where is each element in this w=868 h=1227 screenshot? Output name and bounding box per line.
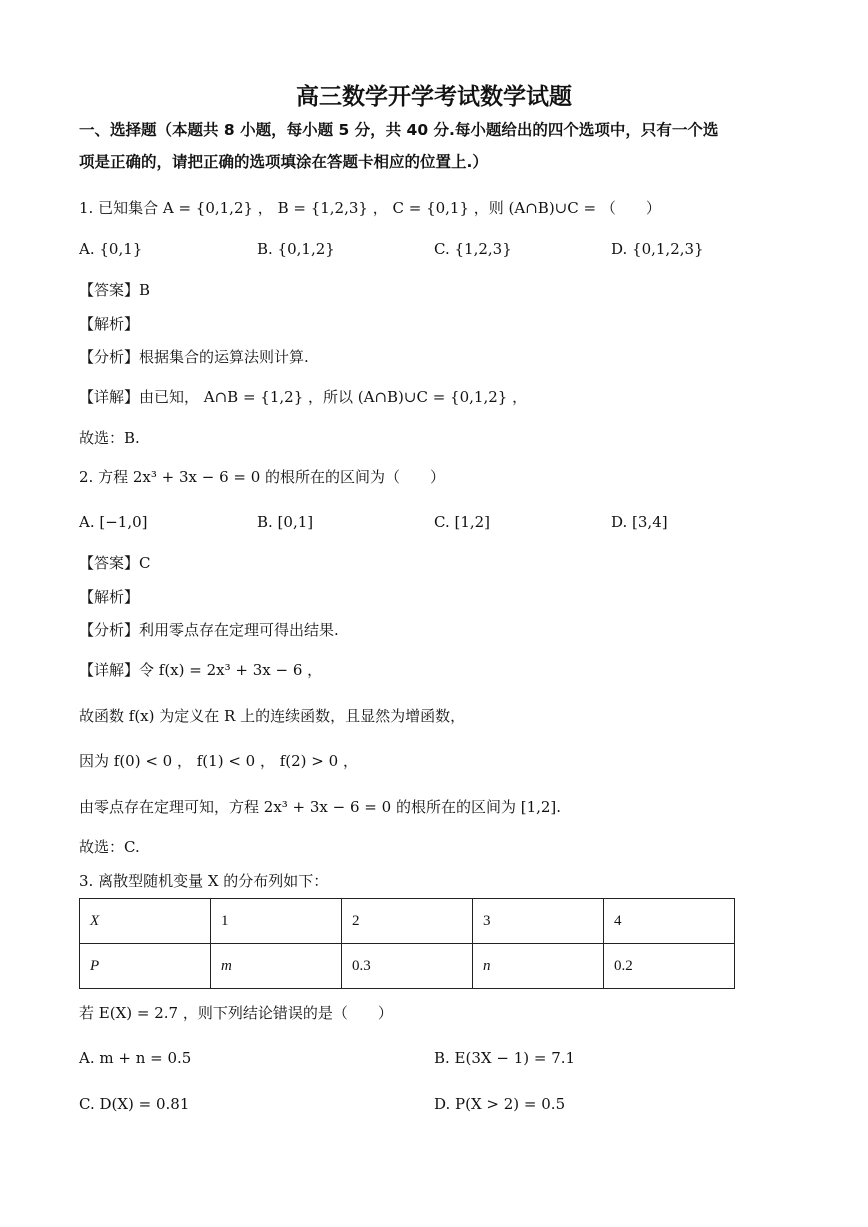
table-cell: 1: [211, 899, 342, 944]
q3-option-c: C. D(X) = 0.81: [79, 1095, 190, 1113]
table-cell: 0.2: [604, 944, 735, 989]
q2-stem: 2. 方程 2x³ + 3x − 6 = 0 的根所在的区间为（ ）: [79, 468, 446, 486]
section-header-line2: 项是正确的，请把正确的选项填涂在答题卡相应的位置上.）: [79, 153, 488, 171]
table-row: [80, 899, 735, 944]
q1-stem: 1. 已知集合 A = {0,1,2} ， B = {1,2,3} ， C = {0,1} ，则 (A∩B)∪C = （ ）: [79, 199, 661, 217]
q2-option-c: C. [1,2]: [434, 513, 491, 531]
table-cell: 0.3: [342, 944, 473, 989]
q1-option-d: D. {0,1,2,3}: [611, 240, 704, 258]
q2-analysis: 【分析】利用零点存在定理可得出结果.: [79, 621, 339, 639]
q1-answer: 【答案】B: [79, 281, 151, 299]
table-cell: X: [80, 899, 211, 944]
q2-answer: 【答案】C: [79, 554, 151, 572]
q1-conclusion: 故选：B.: [79, 429, 140, 447]
q2-option-d: D. [3,4]: [611, 513, 668, 531]
table-cell: P: [80, 944, 211, 989]
q2-detail-4: 由零点存在定理可知，方程 2x³ + 3x − 6 = 0 的根所在的区间为 [1,2].: [79, 798, 562, 816]
q1-detail: 【详解】由已知， A∩B = {1,2} ，所以 (A∩B)∪C = {0,1,2} ，: [79, 388, 528, 406]
q2-detail-3: 因为 f(0) < 0 ， f(1) < 0 ， f(2) > 0 ，: [79, 752, 358, 770]
q2-option-a: A. [−1,0]: [79, 513, 148, 531]
q1-analysis: 【分析】根据集合的运算法则计算.: [79, 348, 309, 366]
q2-conclusion: 故选：C.: [79, 838, 140, 856]
distribution-table: [79, 898, 735, 989]
q3-option-b: B. E(3X − 1) = 7.1: [434, 1049, 576, 1067]
table-cell: 2: [342, 899, 473, 944]
table-cell: m: [211, 944, 342, 989]
q2-detail-1: 【详解】令 f(x) = 2x³ + 3x − 6 ，: [79, 661, 323, 679]
q3-option-d: D. P(X > 2) = 0.5: [434, 1095, 566, 1113]
q2-jiexi: 【解析】: [79, 588, 140, 606]
q2-option-b: B. [0,1]: [257, 513, 314, 531]
q3-option-a: A. m + n = 0.5: [79, 1049, 192, 1067]
q1-option-c: C. {1,2,3}: [434, 240, 512, 258]
table-row: [80, 944, 735, 989]
q3-stem: 3. 离散型随机变量 X 的分布列如下：: [79, 872, 329, 890]
table-cell: 3: [473, 899, 604, 944]
q2-detail-2: 故函数 f(x) 为定义在 R 上的连续函数，且显然为增函数，: [79, 707, 466, 725]
q3-condition: 若 E(X) = 2.7 ，则下列结论错误的是（ ）: [79, 1004, 393, 1022]
table-cell: n: [473, 944, 604, 989]
section-header-line1: 一、选择题（本题共 8 小题，每小题 5 分，共 40 分.每小题给出的四个选项中，只有一个选: [79, 121, 719, 139]
q1-jiexi: 【解析】: [79, 315, 140, 333]
table-cell: 4: [604, 899, 735, 944]
q1-option-a: A. {0,1}: [79, 240, 143, 258]
page-title: 高三数学开学考试数学试题: [296, 84, 572, 110]
q1-option-b: B. {0,1,2}: [257, 240, 335, 258]
